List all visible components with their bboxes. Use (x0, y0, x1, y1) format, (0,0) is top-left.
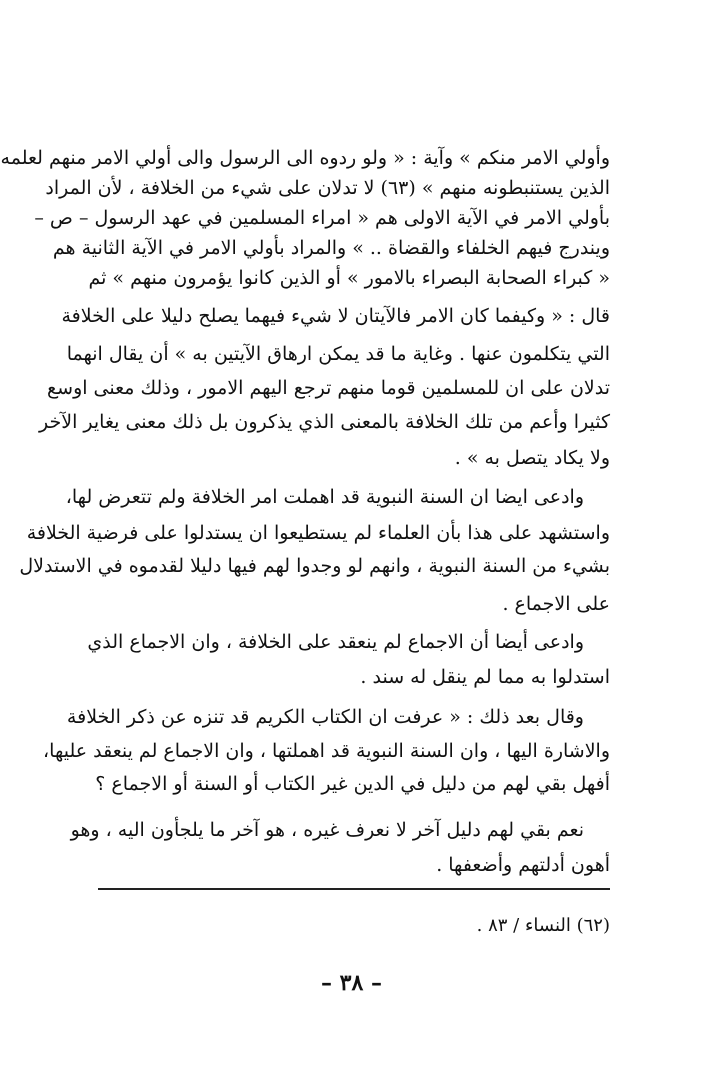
body-text-line: ولا يكاد يتصل به » . (454, 447, 610, 469)
footnote-divider (98, 888, 610, 890)
footnote: (٦٢) النساء / ٨٣ . (476, 915, 610, 936)
body-text-line: واستشهد على هذا بأن العلماء لم يستطيعوا ان يستدلوا على فرضية الخلافة (26, 522, 610, 544)
body-text-line: التي يتكلمون عنها . وغاية ما قد يمكن ارهاق الآيتين به » أن يقال انهما (66, 343, 610, 365)
body-text-line: وادعى ايضا ان السنة النبوية قد اهملت امر الخلافة ولم تتعرض لها، (65, 486, 584, 508)
body-text-line: تدلان على ان للمسلمين قوما منهم ترجع اليهم الامور ، وذلك معنى اوسع (47, 377, 610, 399)
body-text-line: وقال بعد ذلك : « عرفت ان الكتاب الكريم قد تنزه عن ذكر الخلافة (66, 706, 584, 728)
body-text-line: « كبراء الصحابة البصراء بالامور » أو الذين كانوا يؤمرون منهم » ثم (88, 267, 610, 289)
body-text-line: ويندرج فيهم الخلفاء والقضاة .. » والمراد بأولي الامر في الآية الثانية هم (52, 237, 610, 259)
body-text-line: على الاجماع . (502, 593, 610, 615)
body-text-line: أهون أدلتهم وأضعفها . (436, 854, 610, 876)
body-text-line: وادعى أيضا أن الاجماع لم ينعقد على الخلافة ، وان الاجماع الذي (87, 631, 584, 653)
body-text-line: بأولي الامر في الآية الاولى هم « امراء المسلمين في عهد الرسول – ص – (34, 207, 610, 229)
body-text-line: بشيء من السنة النبوية ، وانهم لو وجدوا لهم فيها دليلا لقدموه في الاستدلال (19, 555, 610, 577)
body-text-line: كثيرا وأعم من تلك الخلافة بالمعنى الذي يذكرون بل ذلك معنى يغاير الآخر (39, 411, 610, 433)
body-text-line: استدلوا به مما لم ينقل له سند . (360, 666, 610, 688)
body-text-line: والاشارة اليها ، وان السنة النبوية قد اهملتها ، وان الاجماع لم ينعقد عليها، (43, 740, 610, 762)
body-text-line: نعم بقي لهم دليل آخر لا نعرف غيره ، هو آخر ما يلجأون اليه ، وهو (70, 819, 584, 841)
body-text-line: الذين يستنبطونه منهم » (٦٣) لا تدلان على شيء من الخلافة ، لأن المراد (45, 177, 610, 199)
page-number: – ٣٨ – (321, 970, 382, 996)
body-text-line: قال : « وكيفما كان الامر فالآيتان لا شيء فيهما يصلح دليلا على الخلافة (61, 305, 610, 327)
body-text-line: أفهل بقي لهم من دليل في الدين غير الكتاب أو السنة أو الاجماع ؟ (95, 773, 610, 795)
body-text-line: وأولي الامر منكم » وآية : « ولو ردوه الى الرسول والى أولي الامر منهم لعلمه (0, 147, 610, 169)
